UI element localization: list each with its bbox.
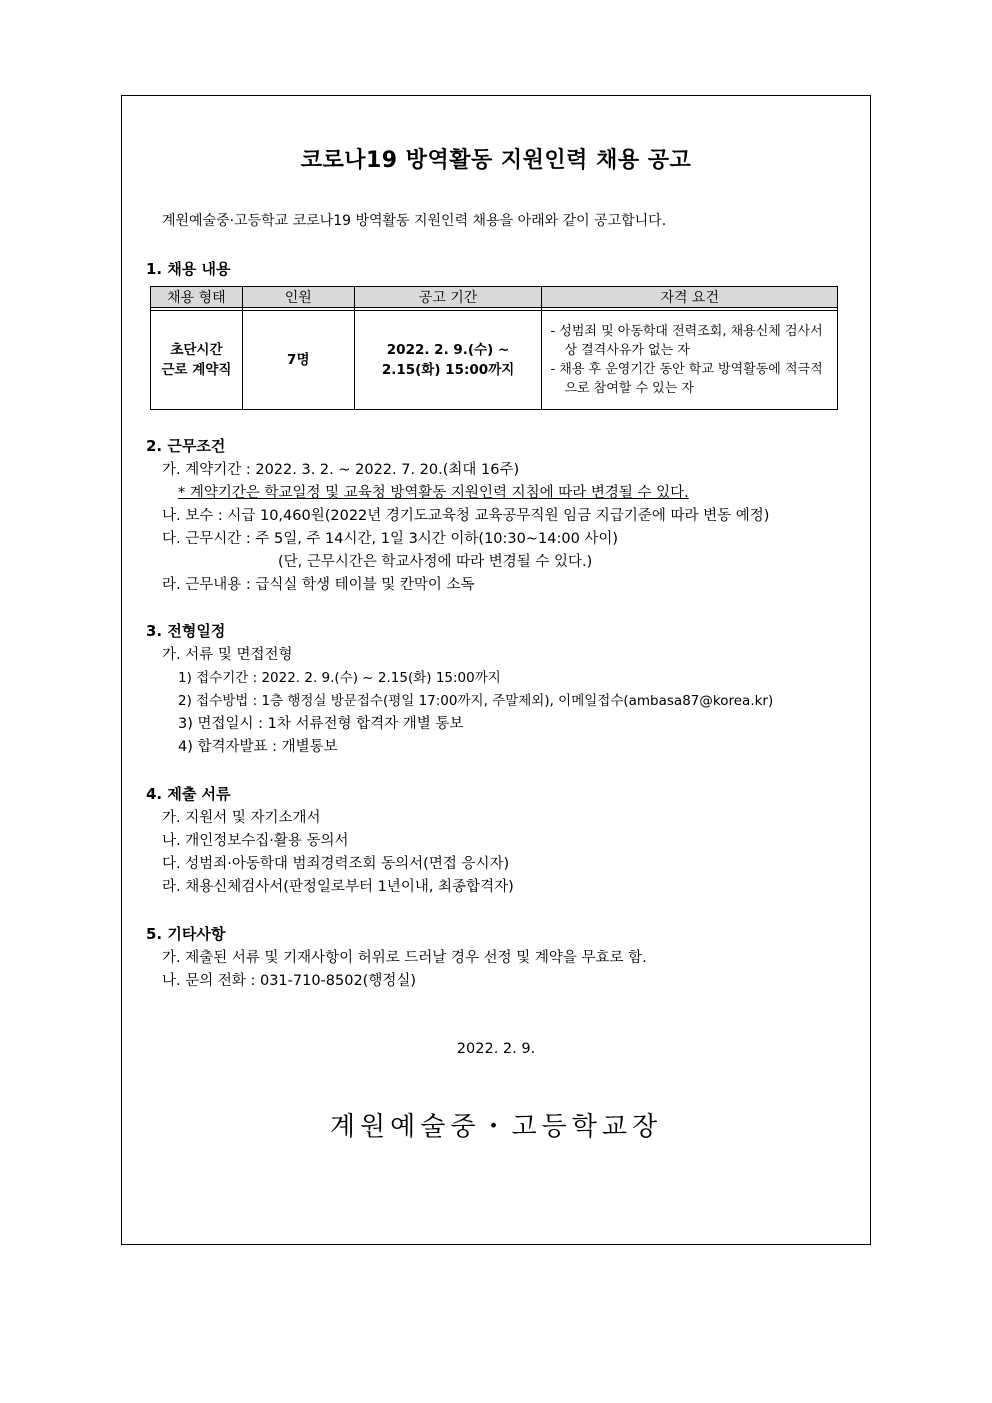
cell-employment-type: 초단시간 근로 계약직	[151, 311, 243, 410]
section-4-heading: 4. 제출 서류	[146, 785, 231, 803]
misc-item: 가. 제출된 서류 및 기재사항이 허위로 드러날 경우 선정 및 계약을 무효로 함.	[162, 950, 647, 966]
contract-period-note: * 계약기간은 학교일정 및 교육청 방역활동 지원인력 지침에 따라 변경될 수 있다.	[178, 485, 689, 501]
contact-phone: 나. 문의 전화 : 031-710-8502(행정실)	[162, 973, 417, 989]
section-5-heading: 5. 기타사항	[146, 925, 226, 943]
notice-frame	[121, 95, 871, 1245]
section-2-heading: 2. 근무조건	[146, 437, 226, 455]
section-1-heading: 1. 채용 내용	[146, 260, 231, 278]
document-item: 라. 채용신체검사서(판정일로부터 1년이내, 최종합격자)	[162, 879, 514, 895]
qualification-item: - 성범죄 및 아동학대 전력조회, 채용신체 검사서상 결격사유가 없는 자	[550, 324, 823, 358]
work-content: 라. 근무내용 : 급식실 학생 테이블 및 칸막이 소독	[162, 577, 475, 593]
notice-date: 2022. 2. 9.	[456, 1041, 536, 1057]
header-headcount: 인원	[242, 287, 354, 308]
page-title: 코로나19 방역활동 지원인력 채용 공고	[300, 148, 692, 173]
interview-date: 3) 면접일시 : 1차 서류전형 합격자 개별 통보	[178, 716, 464, 732]
principal-signature: 계원예술중・고등학교장	[329, 1112, 663, 1142]
document-item: 나. 개인정보수집·활용 동의서	[162, 833, 349, 849]
contract-period: 가. 계약기간 : 2022. 3. 2. ~ 2022. 7. 20.(최대 16주)	[162, 462, 520, 478]
header-posting-period: 공고 기간	[354, 287, 542, 308]
cell-posting-period: 2022. 2. 9.(수) ~ 2.15(화) 15:00까지	[354, 311, 542, 410]
selection-type: 가. 서류 및 면접전형	[162, 647, 293, 663]
work-hours: 다. 근무시간 : 주 5일, 주 14시간, 1일 3시간 이하(10:30~14:00 사이)	[162, 531, 619, 547]
header-employment-type: 채용 형태	[151, 287, 243, 308]
result-announcement: 4) 합격자발표 : 개별통보	[178, 739, 338, 755]
work-hours-note: (단, 근무시간은 학교사정에 따라 변경될 수 있다.)	[278, 554, 593, 570]
wage: 나. 보수 : 시급 10,460원(2022년 경기도교육청 교육공무직원 임금 지급기준에 따라 변동 예정)	[162, 508, 770, 524]
qualification-item: - 채용 후 운영기간 동안 학교 방역활동에 적극적으로 참여할 수 있는 자	[550, 362, 823, 396]
section-3-heading: 3. 전형일정	[146, 622, 226, 640]
header-qualifications: 자격 요건	[542, 287, 838, 308]
cell-qualifications	[542, 311, 838, 410]
intro-text: 계원예술중·고등학교 코로나19 방역활동 지원인력 채용을 아래와 같이 공고합니다.	[162, 213, 667, 229]
document-item: 다. 성범죄·아동학대 범죄경력조회 동의서(면접 응시자)	[162, 856, 510, 872]
recruitment-table	[150, 286, 838, 410]
document-item: 가. 지원서 및 자기소개서	[162, 810, 321, 826]
application-period: 1) 접수기간 : 2022. 2. 9.(수) ~ 2.15(화) 15:00까지	[178, 670, 501, 686]
cell-headcount: 7명	[242, 311, 354, 410]
application-method: 2) 접수방법 : 1층 행정실 방문접수(평일 17:00까지, 주말제외), 이메일접수(ambasa87@korea.kr)	[178, 693, 774, 709]
